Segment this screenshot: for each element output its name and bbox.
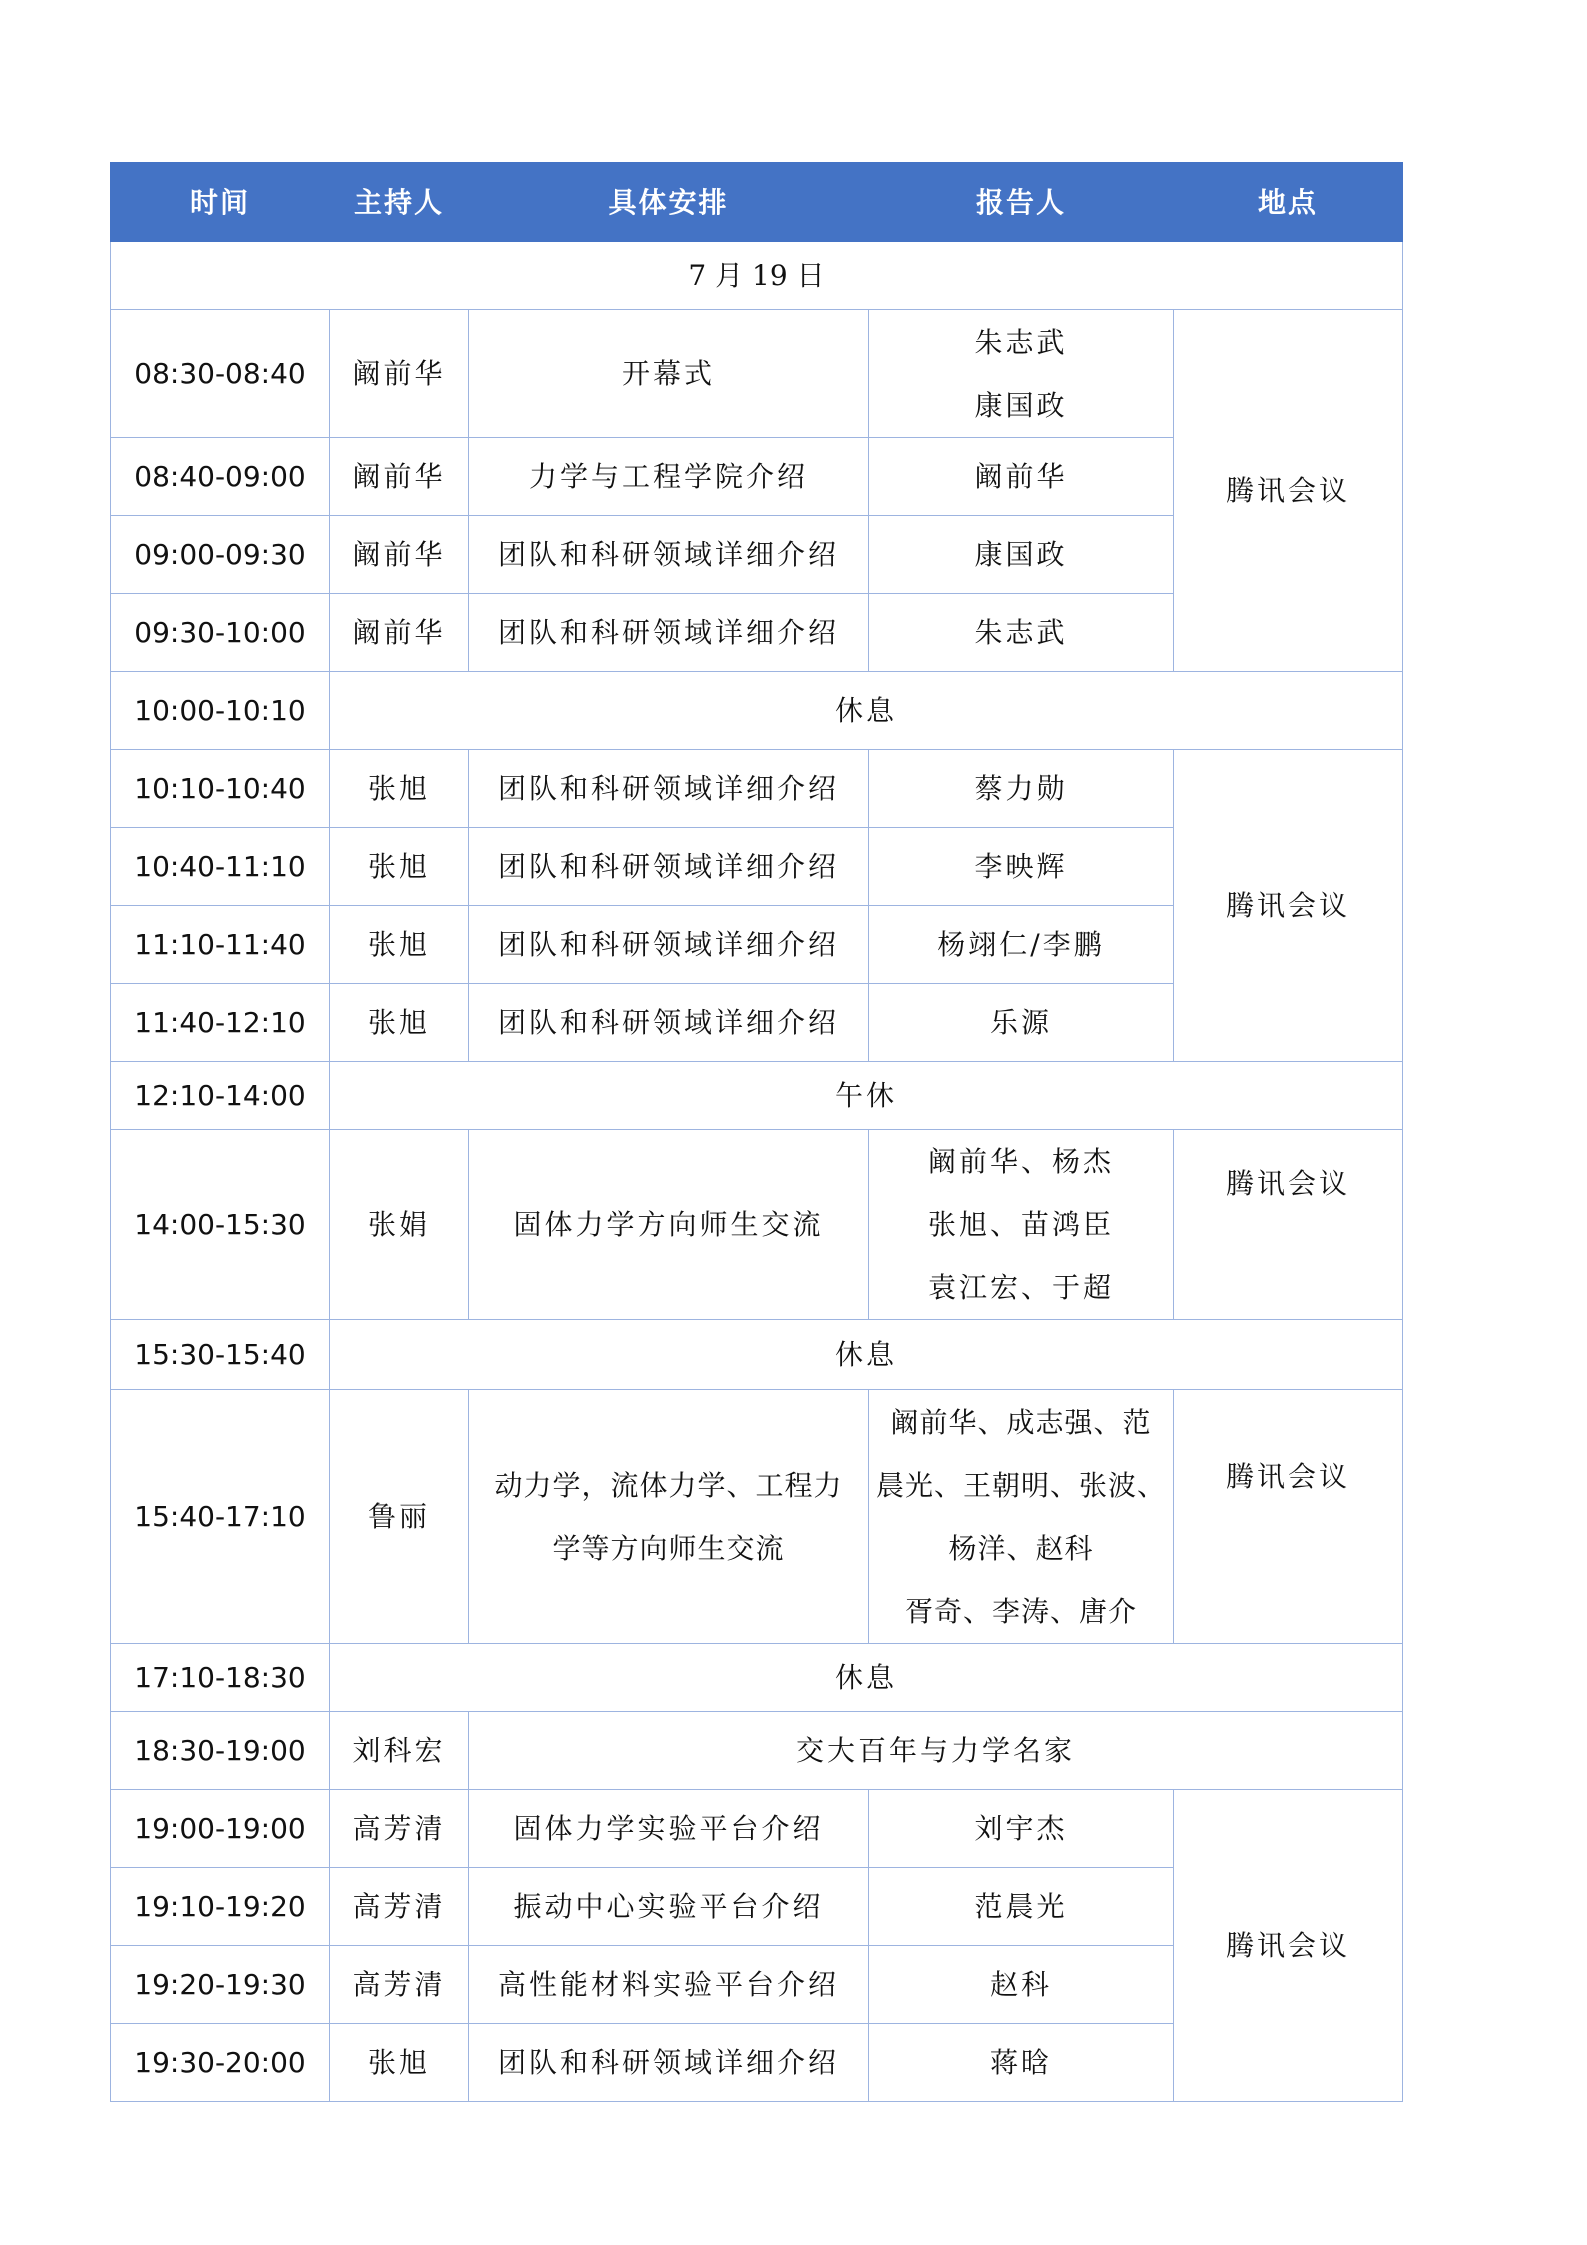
speaker-cell: 乐源 [869, 984, 1174, 1062]
host-cell: 鲁丽 [330, 1390, 469, 1644]
speaker-line: 杨洋、赵科 [948, 1531, 1094, 1565]
host-cell: 张旭 [330, 984, 469, 1062]
host-cell: 张旭 [330, 828, 469, 906]
speaker-cell: 刘宇杰 [869, 1790, 1174, 1868]
plan-cell: 团队和科研领域详细介绍 [469, 516, 869, 594]
speaker-line: 阚前华、杨杰 [927, 1145, 1114, 1178]
speaker-cell [869, 310, 1174, 438]
break-cell: 休息 [330, 1644, 1403, 1712]
speaker-line: 胥奇、李涛、唐介 [904, 1594, 1137, 1628]
speaker-cell: 朱志武 [869, 594, 1174, 672]
plan-cell: 高性能材料实验平台介绍 [469, 1946, 869, 2024]
break-cell: 午休 [330, 1062, 1403, 1130]
plan-cell: 交大百年与力学名家 [469, 1712, 1403, 1790]
time-cell: 18:30-19:00 [111, 1712, 330, 1790]
plan-line: 学等方向师生交流 [552, 1531, 785, 1565]
plan-cell: 团队和科研领域详细介绍 [469, 2024, 869, 2102]
speaker-line: 晨光、王朝明、张波、 [875, 1468, 1166, 1502]
speaker-cell: 李映辉 [869, 828, 1174, 906]
break-row [111, 1320, 1403, 1390]
time-cell: 17:10-18:30 [111, 1644, 330, 1712]
speaker-cell [869, 1390, 1174, 1644]
plan-cell: 团队和科研领域详细介绍 [469, 750, 869, 828]
time-cell: 09:00-09:30 [111, 516, 330, 594]
date-row [111, 242, 1403, 310]
time-cell: 10:40-11:10 [111, 828, 330, 906]
header-plan: 具体安排 [469, 163, 869, 242]
speaker-cell: 蔡力勋 [869, 750, 1174, 828]
host-cell: 阚前华 [330, 438, 469, 516]
place-cell: 腾讯会议 [1174, 1130, 1403, 1320]
plan-cell: 固体力学方向师生交流 [469, 1130, 869, 1320]
host-cell: 高芳清 [330, 1868, 469, 1946]
host-cell: 阚前华 [330, 594, 469, 672]
speaker-cell: 赵科 [869, 1946, 1174, 2024]
host-cell: 高芳清 [330, 1946, 469, 2024]
time-cell: 11:10-11:40 [111, 906, 330, 984]
table-row [111, 1130, 1403, 1320]
host-cell: 张旭 [330, 906, 469, 984]
speaker-line: 阚前华、成志强、范 [890, 1405, 1152, 1439]
time-cell: 08:30-08:40 [111, 310, 330, 438]
time-cell: 09:30-10:00 [111, 594, 330, 672]
speaker-cell: 阚前华 [869, 438, 1174, 516]
time-cell: 14:00-15:30 [111, 1130, 330, 1320]
time-cell: 10:00-10:10 [111, 672, 330, 750]
table-row [111, 1390, 1403, 1644]
plan-cell: 团队和科研领域详细介绍 [469, 984, 869, 1062]
host-cell: 张娟 [330, 1130, 469, 1320]
plan-cell [469, 1390, 869, 1644]
place-cell: 腾讯会议 [1174, 310, 1403, 672]
time-cell: 19:10-19:20 [111, 1868, 330, 1946]
plan-cell: 力学与工程学院介绍 [469, 438, 869, 516]
date-cell: 7 月 19 日 [111, 242, 1403, 310]
break-row [111, 1062, 1403, 1130]
plan-cell: 开幕式 [469, 310, 869, 438]
speaker-line: 朱志武 [974, 325, 1068, 359]
time-cell: 11:40-12:10 [111, 984, 330, 1062]
host-cell: 高芳清 [330, 1790, 469, 1868]
time-cell: 12:10-14:00 [111, 1062, 330, 1130]
host-cell: 张旭 [330, 2024, 469, 2102]
header-host: 主持人 [330, 163, 469, 242]
plan-cell: 团队和科研领域详细介绍 [469, 594, 869, 672]
speaker-cell: 杨翊仁/李鹏 [869, 906, 1174, 984]
time-cell: 15:30-15:40 [111, 1320, 330, 1390]
header-row [111, 163, 1403, 242]
speaker-line: 袁江宏、于超 [927, 1271, 1114, 1304]
place-cell: 腾讯会议 [1174, 1390, 1403, 1644]
host-cell: 张旭 [330, 750, 469, 828]
break-row [111, 672, 1403, 750]
break-cell: 休息 [330, 1320, 1403, 1390]
header-time: 时间 [111, 163, 330, 242]
host-cell: 阚前华 [330, 516, 469, 594]
plan-cell: 团队和科研领域详细介绍 [469, 906, 869, 984]
host-cell: 刘科宏 [330, 1712, 469, 1790]
speaker-cell: 康国政 [869, 516, 1174, 594]
break-row [111, 1644, 1403, 1712]
header-place: 地点 [1174, 163, 1403, 242]
plan-cell: 团队和科研领域详细介绍 [469, 828, 869, 906]
place-cell: 腾讯会议 [1174, 1790, 1403, 2102]
plan-cell: 固体力学实验平台介绍 [469, 1790, 869, 1868]
place-cell: 腾讯会议 [1174, 750, 1403, 1062]
schedule-table [110, 162, 1403, 2102]
plan-line: 动力学，流体力学、工程力 [494, 1468, 843, 1502]
speaker-line: 康国政 [974, 388, 1068, 422]
plan-cell: 振动中心实验平台介绍 [469, 1868, 869, 1946]
time-cell: 19:00-19:00 [111, 1790, 330, 1868]
host-cell: 阚前华 [330, 310, 469, 438]
time-cell: 19:20-19:30 [111, 1946, 330, 2024]
table-row [111, 310, 1403, 438]
table-row [111, 750, 1403, 828]
time-cell: 08:40-09:00 [111, 438, 330, 516]
speaker-cell: 范晨光 [869, 1868, 1174, 1946]
speaker-line: 张旭、苗鸿臣 [927, 1208, 1114, 1241]
table-row [111, 1712, 1403, 1790]
break-cell: 休息 [330, 672, 1403, 750]
time-cell: 10:10-10:40 [111, 750, 330, 828]
header-speaker: 报告人 [869, 163, 1174, 242]
speaker-cell [869, 1130, 1174, 1320]
time-cell: 15:40-17:10 [111, 1390, 330, 1644]
time-cell: 19:30-20:00 [111, 2024, 330, 2102]
table-row [111, 1790, 1403, 1868]
speaker-cell: 蒋晗 [869, 2024, 1174, 2102]
